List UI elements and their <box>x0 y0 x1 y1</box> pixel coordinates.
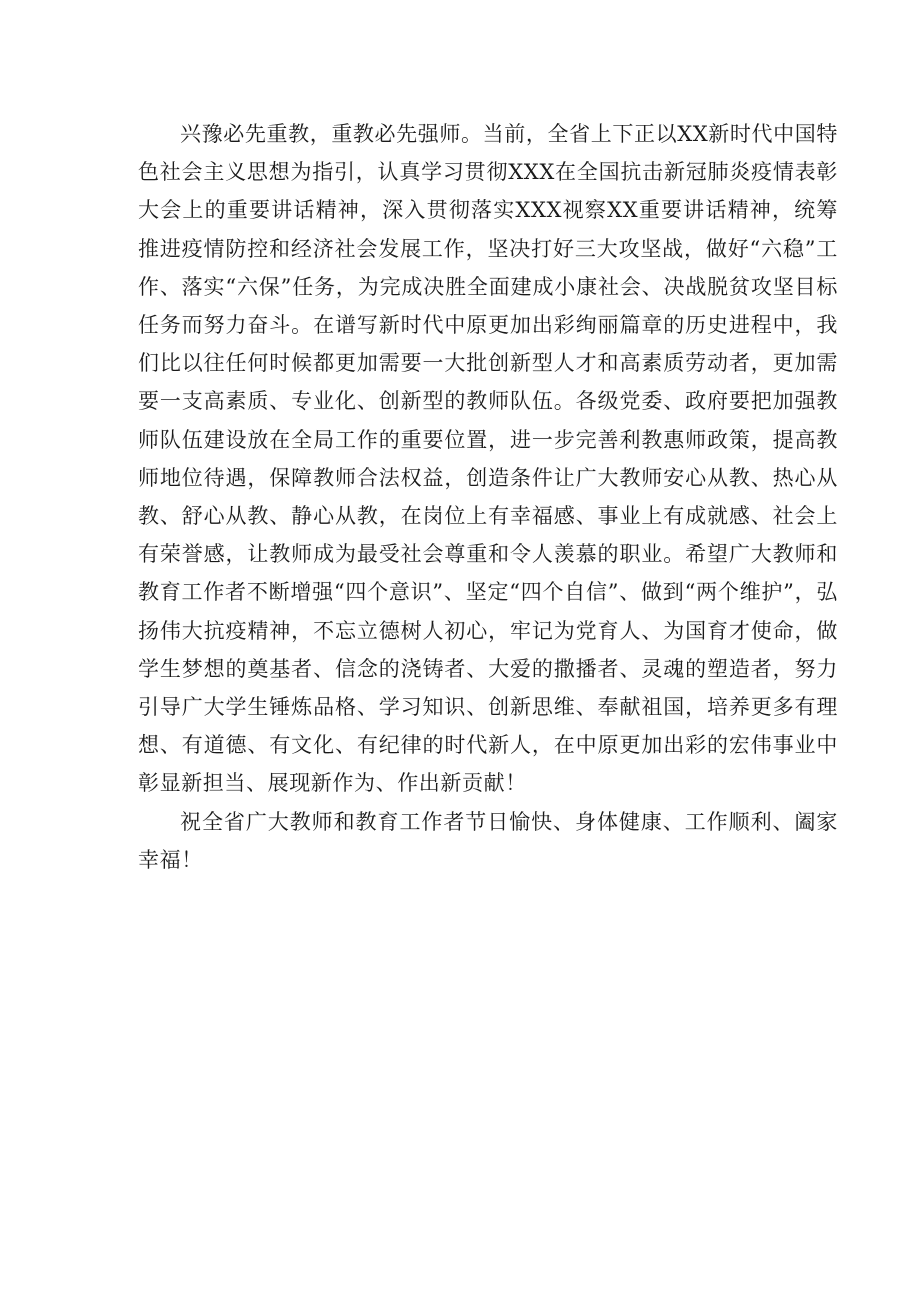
body-paragraph-1: 兴豫必先重教，重教必先强师。当前，全省上下正以XX新时代中国特色社会主义思想为指引，认真学习贯彻XXX在全国抗击新冠肺炎疫情表彰大会上的重要讲话精神，深入贯彻落实XXX视察XX重要讲话精神，统筹推进疫情防控和经济社会发展工作，坚决打好三大攻坚战，做好“六稳”工作、落实“六保”任务，为完成决胜全面建成小康社会、决战脱贫攻坚目标任务而努力奋斗。在谱写新时代中原更加出彩绚丽篇章的历史进程中，我们比以往任何时候都更加需要一大批创新型人才和高素质劳动者，更加需要一支高素质、专业化、创新型的教师队伍。各级党委、政府要把加强教师队伍建设放在全局工作的重要位置，进一步完善利教惠师政策，提高教师地位待遇，保障教师合法权益，创造条件让广大教师安心从教、热心从教、舒心从教、静心从教，在岗位上有幸福感、事业上有成就感、社会上有荣誉感，让教师成为最受社会尊重和令人羡慕的职业。希望广大教师和教育工作者不断增强“四个意识”、坚定“四个自信”、做到“两个维护”，弘扬伟大抗疫精神，不忘立德树人初心，牢记为党育人、为国育才使命，做学生梦想的奠基者、信念的浇铸者、大爱的撒播者、灵魂的塑造者，努力引导广大学生锤炼品格、学习知识、创新思维、奉献祖国，培养更多有理想、有道德、有文化、有纪律的时代新人，在中原更加出彩的宏伟事业中彰显新担当、展现新作为、作出新贡献！ <box>138 122 838 796</box>
body-paragraph-2: 祝全省广大教师和教育工作者节日愉快、身体健康、工作顺利、阖家幸福！ <box>138 809 838 872</box>
document-body <box>138 115 838 879</box>
